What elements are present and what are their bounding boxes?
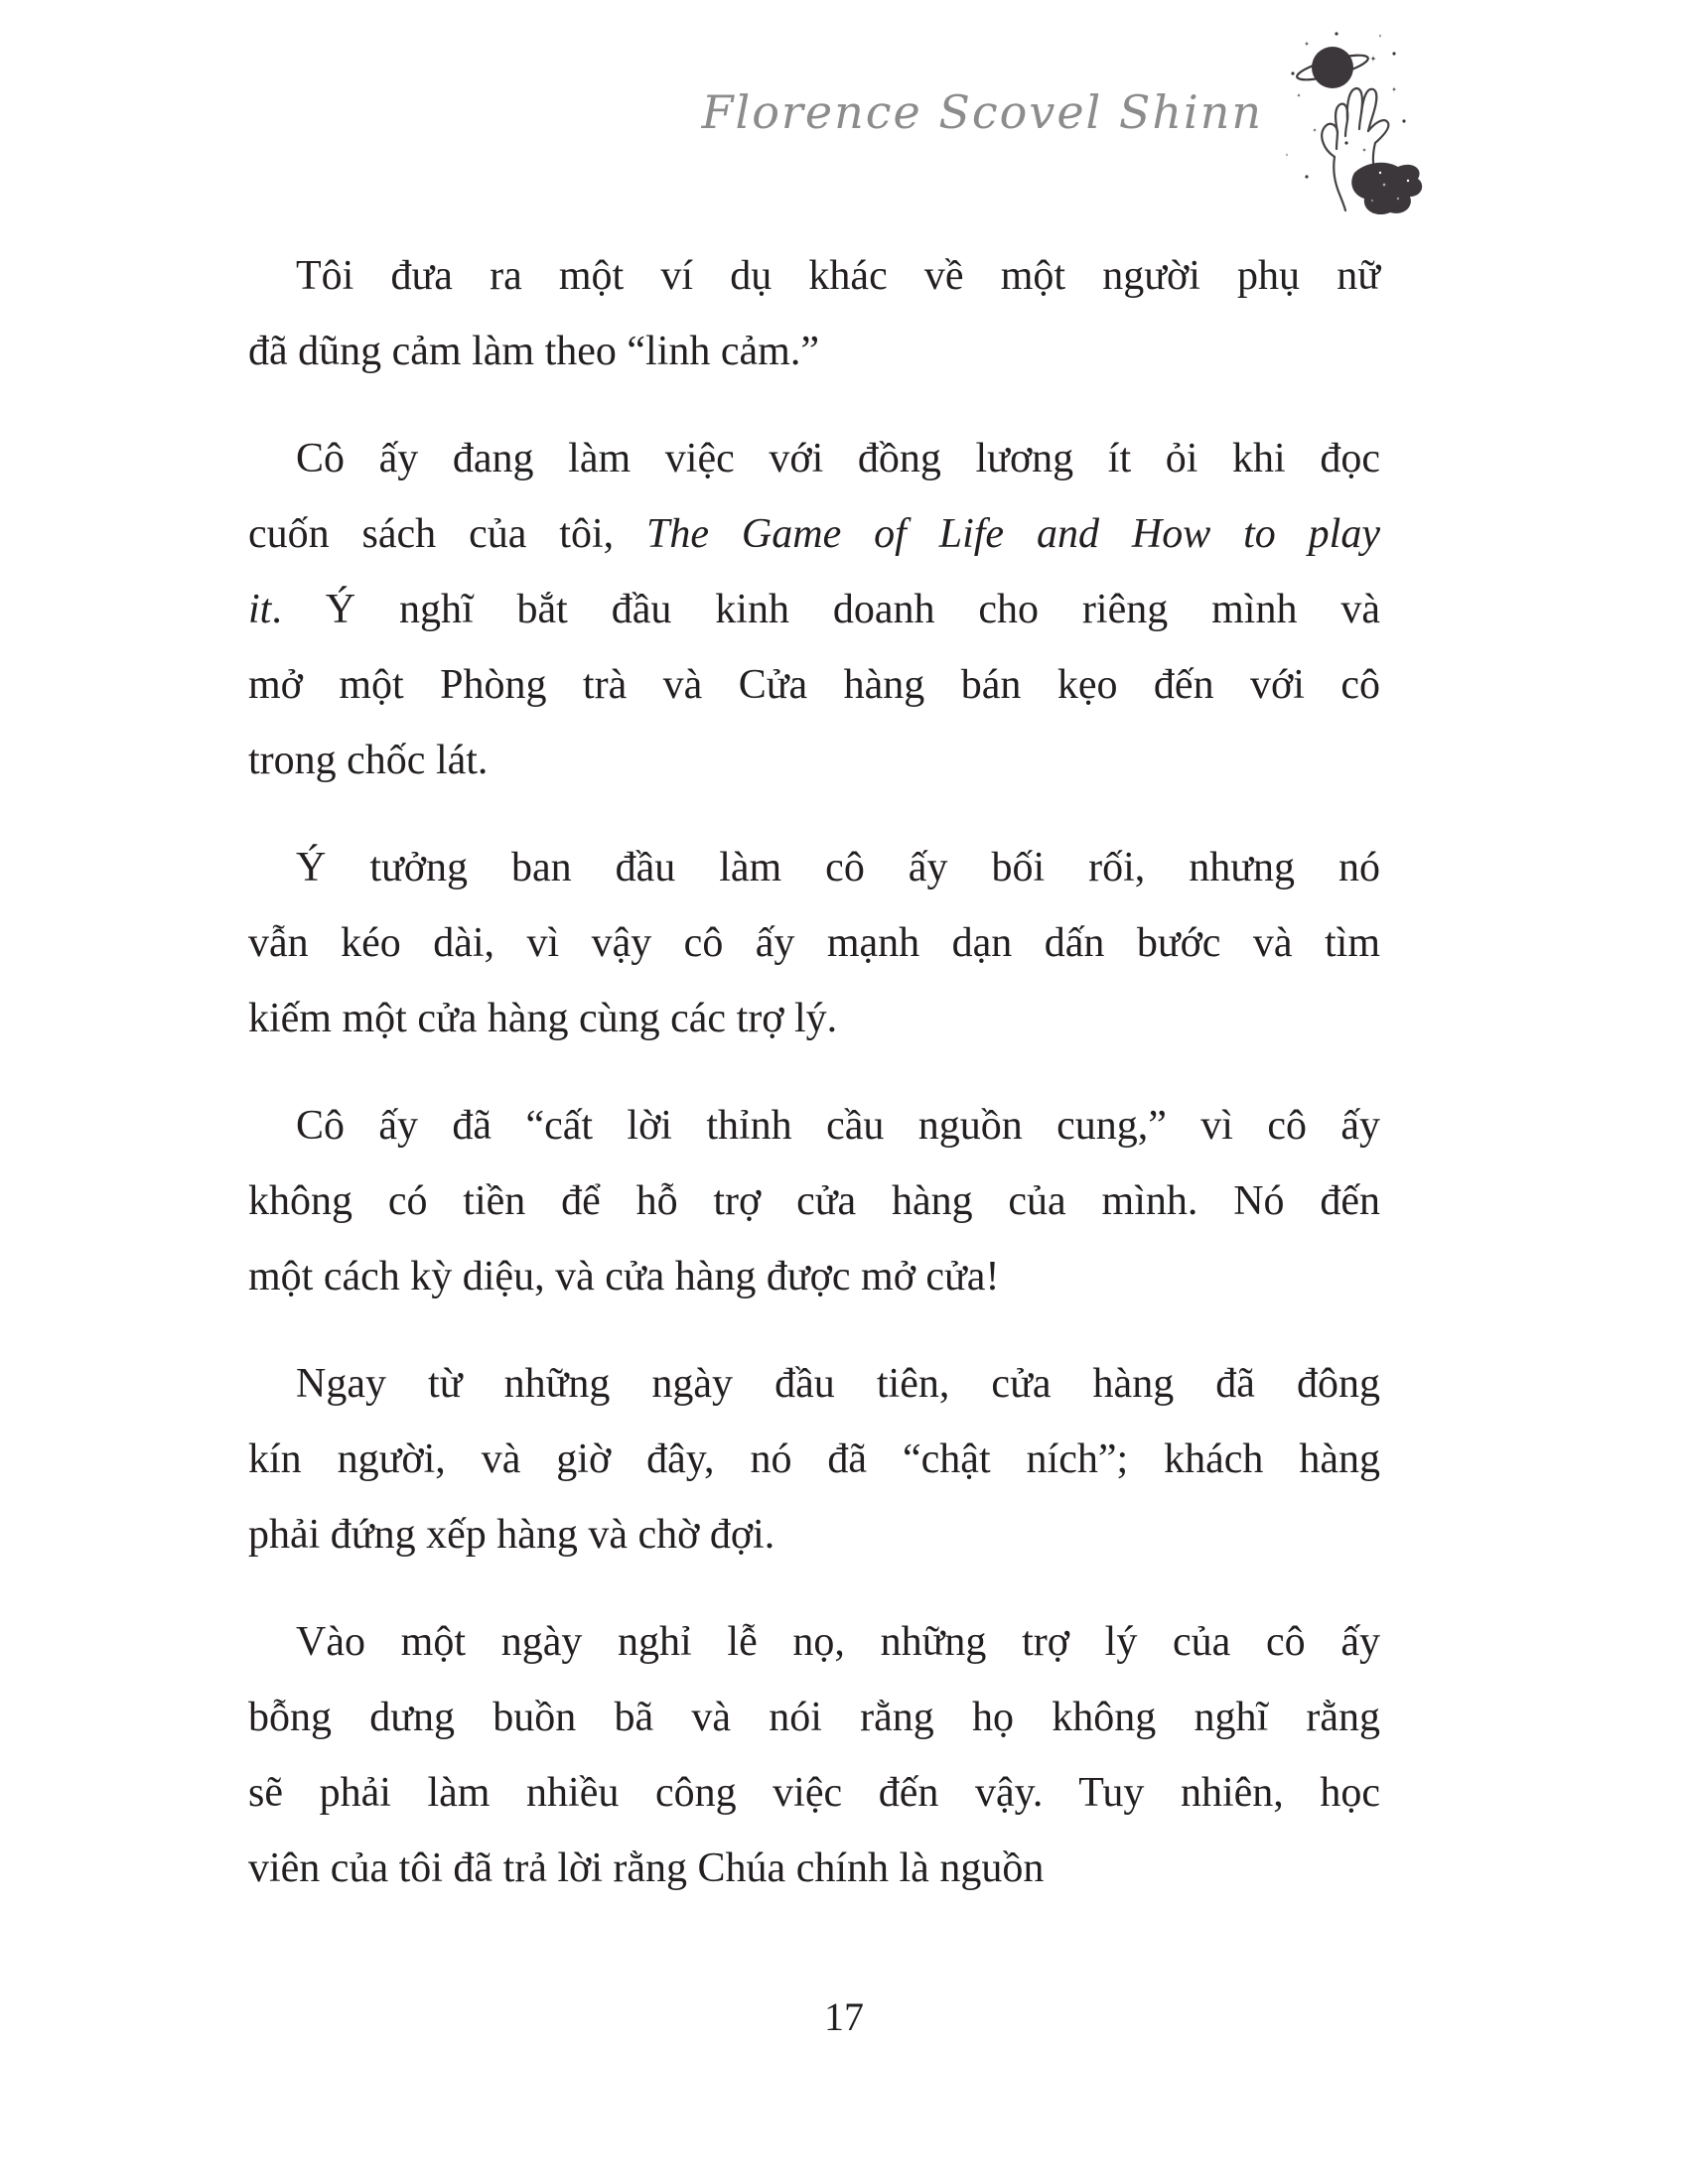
text-line: một cách kỳ diệu, và cửa hàng được mở cửa! <box>248 1254 1000 1299</box>
text-line: trong chốc lát. <box>248 738 489 783</box>
text-line: Cô ấy đang làm việc với đồng lương ít ỏi khi đọc <box>296 436 1380 481</box>
paragraph <box>248 1604 1380 1906</box>
text-line: cuốn sách của tôi, The Game of Life and How to play <box>248 511 1380 557</box>
text-line: Vào một ngày nghỉ lễ nọ, những trợ lý của cô ấy <box>296 1619 1380 1665</box>
paragraph <box>248 238 1380 389</box>
text-line: Cô ấy đã “cất lời thỉnh cầu nguồn cung,” vì cô ấy <box>296 1103 1380 1149</box>
text-line: Ý tưởng ban đầu làm cô ấy bối rối, nhưng nó <box>296 845 1380 890</box>
text-line: mở một Phòng trà và Cửa hàng bán kẹo đến với cô <box>248 662 1380 708</box>
text-line: kiếm một cửa hàng cùng các trợ lý. <box>248 996 838 1041</box>
text-line: kín người, và giờ đây, nó đã “chật ních”; khách hàng <box>248 1436 1380 1482</box>
paragraph <box>248 830 1380 1056</box>
running-header-author: Florence Scovel Shinn <box>701 85 1263 139</box>
page-number: 17 <box>824 1994 864 2039</box>
hand-reaching-planet-icon <box>1277 26 1428 220</box>
text-line: vẫn kéo dài, vì vậy cô ấy mạnh dạn dấn bước và tìm <box>248 920 1380 966</box>
starry-sleeve-glyph <box>1351 163 1422 214</box>
paragraph <box>248 1346 1380 1572</box>
text-line: phải đứng xếp hàng và chờ đợi. <box>248 1512 775 1558</box>
text-line: Ngay từ những ngày đầu tiên, cửa hàng đã đông <box>296 1361 1380 1407</box>
text-line: viên của tôi đã trả lời rằng Chúa chính là nguồn <box>248 1845 1045 1891</box>
body-text <box>248 238 1380 1906</box>
text-line: đã dũng cảm làm theo “linh cảm.” <box>248 329 819 374</box>
text-line: sẽ phải làm nhiều công việc đến vậy. Tuy nhiên, học <box>248 1770 1380 1816</box>
saturn-planet-glyph <box>1295 47 1370 88</box>
text-line: it. Ý nghĩ bắt đầu kinh doanh cho riêng mình và <box>248 587 1380 632</box>
text-line: bỗng dưng buồn bã và nói rằng họ không nghĩ rằng <box>248 1695 1380 1740</box>
paragraph <box>248 421 1380 798</box>
text-line: không có tiền để hỗ trợ cửa hàng của mình. Nó đến <box>248 1178 1380 1224</box>
paragraph <box>248 1088 1380 1314</box>
text-line: Tôi đưa ra một ví dụ khác về một người phụ nữ <box>296 253 1380 299</box>
